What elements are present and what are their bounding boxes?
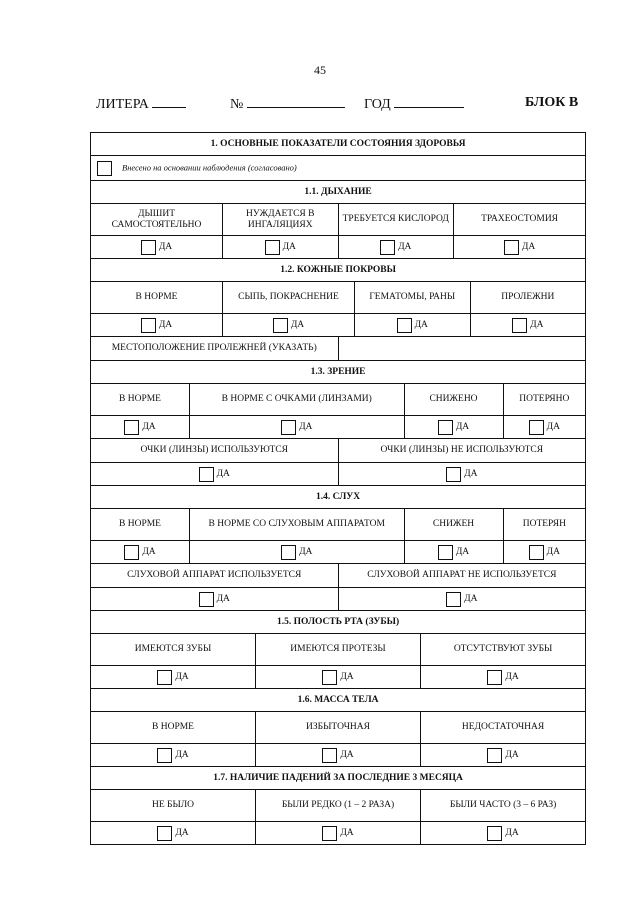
hearing-title: 1.4. СЛУХ bbox=[91, 486, 586, 509]
yes-label: ДА bbox=[142, 421, 156, 432]
hearing-yes-cell bbox=[190, 541, 405, 564]
yes-checkbox[interactable] bbox=[124, 420, 139, 435]
falls-yes-cell bbox=[256, 822, 421, 845]
vision-yes-cell bbox=[503, 416, 586, 439]
yes-checkbox[interactable] bbox=[281, 545, 296, 560]
yes-label: ДА bbox=[505, 671, 519, 682]
hearing-aid-not-used-label: СЛУХОВОЙ АППАРАТ НЕ ИСПОЛЬЗУЕТСЯ bbox=[338, 564, 586, 588]
yes-label: ДА bbox=[175, 827, 189, 838]
yes-checkbox[interactable] bbox=[397, 318, 412, 333]
yes-checkbox[interactable] bbox=[438, 545, 453, 560]
skin-yes-cell bbox=[223, 314, 355, 337]
mouth-yes-cell bbox=[91, 666, 256, 689]
vision-yes-cell bbox=[190, 416, 405, 439]
breathing-yes-cell bbox=[338, 236, 454, 259]
yes-label: ДА bbox=[546, 546, 560, 557]
bedsore-location-input[interactable] bbox=[338, 337, 586, 361]
mouth-option-label: ИМЕЮТСЯ ЗУБЫ bbox=[91, 634, 256, 666]
yes-checkbox[interactable] bbox=[438, 420, 453, 435]
page-number: 45 bbox=[314, 63, 326, 77]
yes-checkbox[interactable] bbox=[446, 467, 461, 482]
observation-checkbox[interactable] bbox=[97, 161, 112, 176]
observation-note: Внесено на основании наблюдения (согласовано) bbox=[122, 161, 297, 172]
yes-label: ДА bbox=[464, 468, 478, 479]
glasses-not-used-label: ОЧКИ (ЛИНЗЫ) НЕ ИСПОЛЬЗУЮТСЯ bbox=[338, 439, 586, 463]
yes-checkbox[interactable] bbox=[380, 240, 395, 255]
yes-checkbox[interactable] bbox=[487, 826, 502, 841]
yes-checkbox[interactable] bbox=[281, 420, 296, 435]
falls-option-label: НЕ БЫЛО bbox=[91, 790, 256, 822]
glasses-used-label: ОЧКИ (ЛИНЗЫ) ИСПОЛЬЗУЮТСЯ bbox=[91, 439, 339, 463]
skin-title: 1.2. КОЖНЫЕ ПОКРОВЫ bbox=[91, 259, 586, 282]
breathing-title: 1.1. ДЫХАНИЕ bbox=[91, 181, 586, 204]
yes-label: ДА bbox=[175, 671, 189, 682]
hearing-aid-not-used-yes-cell bbox=[338, 588, 586, 611]
yes-checkbox[interactable] bbox=[199, 467, 214, 482]
breathing-option-label: ДЫШИТ САМОСТОЯТЕЛЬНО bbox=[91, 204, 223, 236]
yes-checkbox[interactable] bbox=[487, 670, 502, 685]
glasses-used-yes-cell bbox=[91, 463, 339, 486]
falls-yes-cell bbox=[91, 822, 256, 845]
yes-label: ДА bbox=[158, 319, 173, 330]
weight-option-label: В НОРМЕ bbox=[91, 712, 256, 744]
yes-checkbox[interactable] bbox=[529, 420, 544, 435]
falls-title: 1.7. НАЛИЧИЕ ПАДЕНИЙ ЗА ПОСЛЕДНИЕ 3 МЕСЯЦА bbox=[91, 767, 586, 790]
yes-label: ДА bbox=[546, 421, 560, 432]
yes-label: ДА bbox=[414, 319, 428, 330]
weight-option-label: ИЗБЫТОЧНАЯ bbox=[256, 712, 421, 744]
number-input-line[interactable] bbox=[247, 95, 345, 108]
skin-yes-cell bbox=[355, 314, 471, 337]
falls-option-label: БЫЛИ РЕДКО (1 – 2 РАЗА) bbox=[256, 790, 421, 822]
weight-yes-cell bbox=[91, 744, 256, 767]
mouth-yes-cell bbox=[421, 666, 586, 689]
falls-option-label: БЫЛИ ЧАСТО (3 – 6 РАЗ) bbox=[421, 790, 586, 822]
yes-label: ДА bbox=[521, 241, 536, 252]
hearing-option-label: ПОТЕРЯН bbox=[503, 509, 586, 541]
litera-label: ЛИТЕРА bbox=[96, 97, 149, 112]
yes-checkbox[interactable] bbox=[504, 240, 519, 255]
yes-checkbox[interactable] bbox=[157, 826, 172, 841]
yes-checkbox[interactable] bbox=[322, 748, 337, 763]
yes-checkbox[interactable] bbox=[322, 826, 337, 841]
yes-label: ДА bbox=[340, 827, 354, 838]
mouth-yes-cell bbox=[256, 666, 421, 689]
yes-label: ДА bbox=[142, 546, 156, 557]
breathing-yes-cell bbox=[223, 236, 339, 259]
year-label: ГОД bbox=[364, 97, 391, 112]
yes-label: ДА bbox=[216, 468, 230, 479]
yes-checkbox[interactable] bbox=[322, 670, 337, 685]
yes-label: ДА bbox=[455, 421, 470, 432]
weight-yes-cell bbox=[421, 744, 586, 767]
hearing-aid-used-yes-cell bbox=[91, 588, 339, 611]
mouth-option-label: ОТСУТСТВУЮТ ЗУБЫ bbox=[421, 634, 586, 666]
yes-checkbox[interactable] bbox=[512, 318, 527, 333]
yes-checkbox[interactable] bbox=[273, 318, 288, 333]
yes-label: ДА bbox=[175, 749, 189, 760]
skin-yes-cell bbox=[91, 314, 223, 337]
vision-yes-cell bbox=[404, 416, 503, 439]
number-label: № bbox=[230, 97, 244, 112]
yes-checkbox[interactable] bbox=[199, 592, 214, 607]
yes-checkbox[interactable] bbox=[487, 748, 502, 763]
yes-label: ДА bbox=[340, 671, 354, 682]
vision-title: 1.3. ЗРЕНИЕ bbox=[91, 361, 586, 384]
yes-label: ДА bbox=[398, 241, 412, 252]
year-field bbox=[364, 95, 464, 113]
yes-label: ДА bbox=[299, 546, 313, 557]
weight-option-label: НЕДОСТАТОЧНАЯ bbox=[421, 712, 586, 744]
mouth-title: 1.5. ПОЛОСТЬ РТА (ЗУБЫ) bbox=[91, 611, 586, 634]
weight-yes-cell bbox=[256, 744, 421, 767]
vision-option-label: ПОТЕРЯНО bbox=[503, 384, 586, 416]
weight-title: 1.6. МАССА ТЕЛА bbox=[91, 689, 586, 712]
yes-label: ДА bbox=[505, 827, 519, 838]
yes-checkbox[interactable] bbox=[157, 670, 172, 685]
yes-label: ДА bbox=[464, 593, 478, 604]
skin-option-label: ПРОЛЕЖНИ bbox=[470, 282, 586, 314]
vision-option-label: В НОРМЕ С ОЧКАМИ (ЛИНЗАМИ) bbox=[190, 384, 405, 416]
skin-option-label: СЫПЬ, ПОКРАСНЕНИЕ bbox=[223, 282, 355, 314]
number-field bbox=[230, 95, 345, 113]
breathing-yes-cell bbox=[91, 236, 223, 259]
yes-label: ДА bbox=[299, 421, 313, 432]
hearing-option-label: СНИЖЕН bbox=[404, 509, 503, 541]
year-input-line[interactable] bbox=[394, 95, 464, 108]
yes-label: ДА bbox=[340, 749, 354, 760]
yes-label: ДА bbox=[282, 241, 296, 252]
mouth-option-label: ИМЕЮТСЯ ПРОТЕЗЫ bbox=[256, 634, 421, 666]
yes-checkbox[interactable] bbox=[141, 318, 156, 333]
yes-label: ДА bbox=[530, 319, 544, 330]
breathing-option-label: НУЖДАЕТСЯ В ИНГАЛЯЦИЯХ bbox=[223, 204, 339, 236]
vision-option-label: СНИЖЕНО bbox=[404, 384, 503, 416]
yes-label: ДА bbox=[158, 241, 173, 252]
breathing-option-label: ТРЕБУЕТСЯ КИСЛОРОД bbox=[338, 204, 454, 236]
hearing-yes-cell bbox=[503, 541, 586, 564]
yes-checkbox[interactable] bbox=[265, 240, 280, 255]
yes-checkbox[interactable] bbox=[529, 545, 544, 560]
block-label: БЛОК В bbox=[525, 95, 579, 110]
falls-yes-cell bbox=[421, 822, 586, 845]
breathing-yes-cell bbox=[454, 236, 586, 259]
hearing-yes-cell bbox=[404, 541, 503, 564]
yes-checkbox[interactable] bbox=[157, 748, 172, 763]
glasses-not-used-yes-cell bbox=[338, 463, 586, 486]
observation-note-row bbox=[91, 156, 586, 181]
hearing-option-label: В НОРМЕ bbox=[91, 509, 190, 541]
skin-option-label: В НОРМЕ bbox=[91, 282, 223, 314]
yes-label: ДА bbox=[505, 749, 519, 760]
litera-field bbox=[96, 95, 186, 113]
vision-option-label: В НОРМЕ bbox=[91, 384, 190, 416]
vision-yes-cell bbox=[91, 416, 190, 439]
litera-input-line[interactable] bbox=[152, 95, 186, 108]
bedsore-location-label: МЕСТОПОЛОЖЕНИЕ ПРОЛЕЖНЕЙ (УКАЗАТЬ) bbox=[91, 337, 339, 361]
yes-label: ДА bbox=[216, 593, 230, 604]
skin-yes-cell bbox=[470, 314, 586, 337]
hearing-yes-cell bbox=[91, 541, 190, 564]
yes-label: ДА bbox=[290, 319, 305, 330]
yes-checkbox[interactable] bbox=[124, 545, 139, 560]
yes-checkbox[interactable] bbox=[141, 240, 156, 255]
section-1-title: 1. ОСНОВНЫЕ ПОКАЗАТЕЛИ СОСТОЯНИЯ ЗДОРОВЬЯ bbox=[91, 133, 586, 156]
skin-option-label: ГЕМАТОМЫ, РАНЫ bbox=[355, 282, 471, 314]
yes-checkbox[interactable] bbox=[446, 592, 461, 607]
yes-label: ДА bbox=[455, 546, 470, 557]
hearing-aid-used-label: СЛУХОВОЙ АППАРАТ ИСПОЛЬЗУЕТСЯ bbox=[91, 564, 339, 588]
health-form-table bbox=[90, 132, 586, 845]
breathing-option-label: ТРАХЕОСТОМИЯ bbox=[454, 204, 586, 236]
hearing-option-label: В НОРМЕ СО СЛУХОВЫМ АППАРАТОМ bbox=[190, 509, 405, 541]
